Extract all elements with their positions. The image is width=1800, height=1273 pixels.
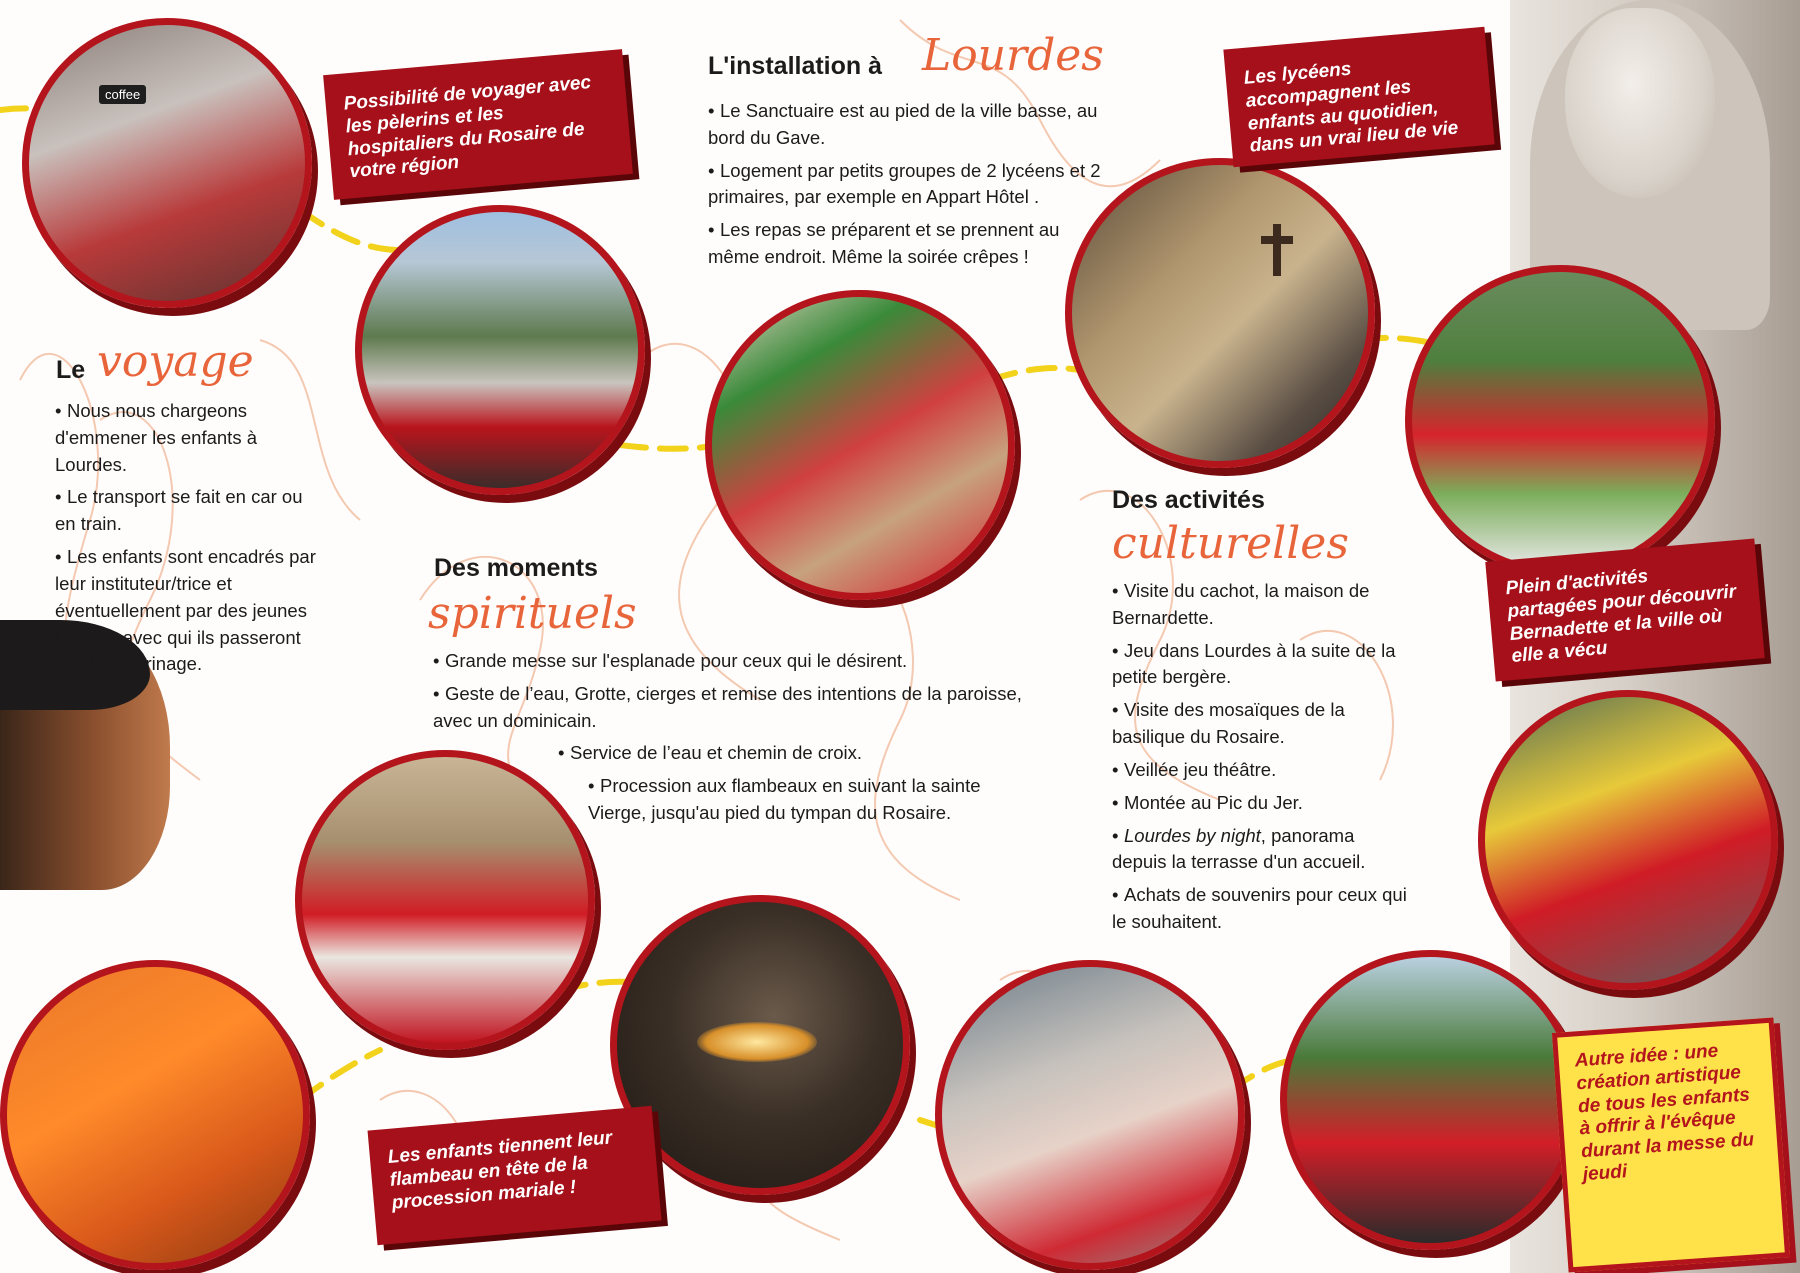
coffee-sign: coffee bbox=[99, 85, 146, 104]
list-item: • Les repas se préparent et se prennent au même endroit. Même la soirée crêpes ! bbox=[708, 219, 1060, 268]
candle-glow bbox=[697, 1022, 817, 1062]
list-item: • Le transport se fait en car ou en train. bbox=[55, 486, 303, 535]
list-item: • Lourdes by night, panorama depuis la terrasse d'un accueil. bbox=[1112, 824, 1366, 873]
cross-icon bbox=[1257, 220, 1297, 280]
culturelles-title-script: culturelles bbox=[1112, 518, 1349, 569]
note-idea bbox=[1552, 1018, 1790, 1273]
banner-travel bbox=[323, 49, 633, 200]
banner-activities-text: Plein d'activités partagées pour découvrir Bernadette et la ville où elle a vécu bbox=[1504, 565, 1737, 668]
list-item: • Veillée jeu théâtre. bbox=[1112, 758, 1277, 780]
photo-torch-procession bbox=[1280, 950, 1580, 1250]
list-item: • Les enfants sont encadrés par leur instituteur/trice et éventuellement par des jeunes lycéens avec qui ils passeront tout le pèlerinage. bbox=[55, 546, 316, 675]
photo-lourdes-view bbox=[355, 205, 645, 495]
list-item: • Procession aux flambeaux en suivant la sainte Vierge, jusqu'au pied du tympan du Rosaire. bbox=[588, 775, 981, 824]
list-item: • Le Sanctuaire est au pied de la ville basse, au bord du Gave. bbox=[708, 100, 1098, 148]
photo-apartment-meal bbox=[705, 290, 1015, 600]
spirituels-title-script: spirituels bbox=[428, 588, 637, 639]
culturelles-title-plain: Des activités bbox=[1112, 486, 1265, 514]
voyage-title-plain: Le bbox=[56, 356, 86, 384]
banner-activities bbox=[1485, 538, 1764, 681]
banner-lyceens-text: Les lycéens accompagnent les enfants au quotidien, dans un vrai lieu de vie bbox=[1243, 58, 1460, 158]
spirituels-title-plain: Des moments bbox=[434, 554, 598, 582]
list-item: • Logement par petits groupes de 2 lycéens et 2 primaires, par exemple en Appart Hôtel . bbox=[708, 159, 1101, 208]
banner-torches-text: Les enfants tiennent leur flambeau en tête de la procession mariale ! bbox=[387, 1127, 613, 1214]
installation-title-plain: L'installation à bbox=[708, 52, 883, 80]
list-item: • Geste de l’eau, Grotte, cierges et remise des intentions de la paroisse, avec un dominicain. bbox=[433, 682, 1022, 731]
photo-activities-park bbox=[1405, 265, 1715, 575]
photo-teens-activity bbox=[1478, 690, 1778, 990]
list-item: • Visite du cachot, la maison de Bernardette. bbox=[1112, 580, 1370, 628]
culturelles-list bbox=[1112, 578, 1412, 942]
spirituels-list bbox=[433, 648, 1023, 833]
note-idea-text: Autre idée : une création artistique de tous les enfants à offrir à l'évêque durant la messe du jeudi bbox=[1574, 1040, 1755, 1186]
voyage-list bbox=[55, 398, 325, 684]
list-item: • Montée au Pic du Jer. bbox=[1112, 791, 1303, 813]
list-item: • Grande messe sur l'esplanade pour ceux qui le désirent. bbox=[433, 650, 908, 671]
photo-travel-station bbox=[22, 18, 312, 308]
installation-title-script: Lourdes bbox=[922, 30, 1104, 81]
list-item: • Service de l’eau et chemin de croix. bbox=[558, 742, 863, 764]
photo-orange-children bbox=[0, 960, 310, 1270]
installation-list bbox=[708, 98, 1108, 277]
list-item: • Nous nous chargeons d'emmener les enfants à Lourdes. bbox=[55, 400, 258, 475]
statue-face bbox=[1565, 8, 1715, 198]
photo-pilgrims-hospitaliers bbox=[935, 960, 1245, 1270]
banner-lyceens bbox=[1223, 27, 1494, 167]
voyage-title-script: voyage bbox=[97, 336, 254, 387]
list-item: • Visite des mosaïques de la basilique du Rosaire. bbox=[1112, 699, 1345, 748]
list-item: • Jeu dans Lourdes à la suite de la petite bergère. bbox=[1112, 639, 1396, 688]
photo-cachot-room bbox=[1065, 158, 1375, 468]
banner-travel-text: Possibilité de voyager avec les pèlerins et les hospitaliers du Rosaire de votre région bbox=[342, 72, 592, 183]
list-item: • Achats de souvenirs pour ceux qui le souhaitent. bbox=[1112, 884, 1407, 932]
